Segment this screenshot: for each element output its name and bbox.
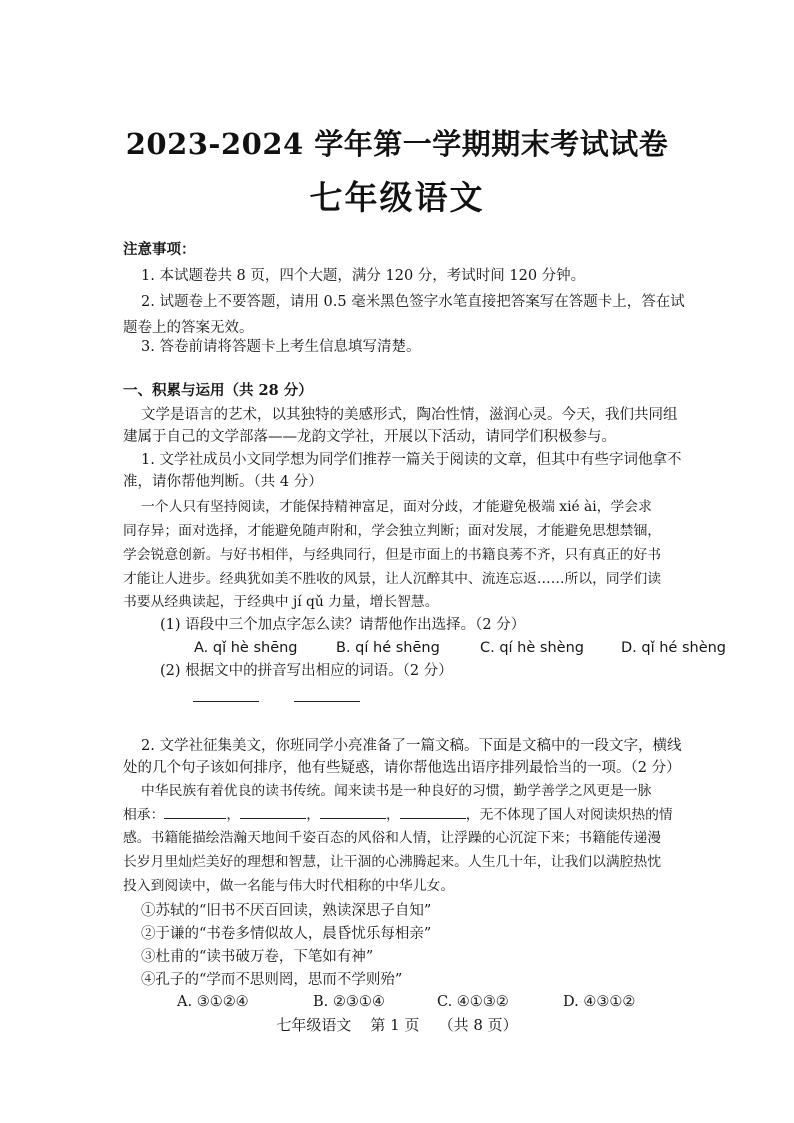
q2-passage-line-2: [123, 804, 673, 825]
q2-passage-line-3: 感。书籍能描绘浩瀚天地间千姿百态的风俗和人情，让浮躁的心沉淀下来；书籍能传递漫: [123, 830, 662, 846]
q1-stem-a: 1. 文学社成员小文同学想为同学们推荐一篇关于阅读的文章，但其中有些字词他拿不: [141, 452, 682, 468]
q2-option-d: D. ④③①②: [563, 994, 636, 1010]
q1-stem-b: 准，请你帮他判断。（共 4 分）: [123, 474, 323, 490]
q1-sub1-stem: (1) 语段中三个加点字怎么读？请帮他作出选择。（2 分）: [160, 617, 526, 633]
q2-stem-b: 处的几个句子该如何排序，他有些疑惑，请你帮他选出语序排列最恰当的一项。（2 分）: [123, 760, 681, 776]
notice-heading: 注意事项：: [123, 241, 196, 258]
q2-blank-3[interactable]: [320, 804, 386, 819]
q1-passage-line-5: 书要从经典读起，于经典中 jí qǔ 力量，增长智慧。: [123, 594, 439, 610]
q2-passage-line-5: 投入到阅读中，做一名能与伟大时代相称的中华儿女。: [123, 878, 455, 894]
q1-answer-blank-1[interactable]: [193, 701, 259, 702]
q2-passage-line-2-end: ，无不体现了国人对阅读炽热的情: [465, 807, 673, 823]
q2-passage-line-2-start: 相承：: [123, 807, 165, 823]
q2-item-2: ②于谦的“书卷多情似故人，晨昏忧乐每相亲”: [141, 926, 432, 942]
section-intro-b: 建属于自己的文学部落——龙韵文学社，开展以下活动，请同学们积极参与。: [123, 429, 616, 445]
q1-option-b: B. qí hé shēng: [336, 640, 440, 656]
q2-passage-line-4: 长岁月里灿烂美好的理想和智慧，让干涸的心沸腾起来。人生几十年，让我们以满腔热忱: [123, 854, 662, 870]
page-footer: [0, 1014, 794, 1035]
q2-comma-2: ，: [306, 807, 320, 823]
section-heading: 一、积累与运用（共 28 分）: [123, 382, 313, 399]
q1-option-d: D. qǐ hé shèng: [621, 640, 727, 656]
notice-item-1: 1. 本试题卷共 8 页，四个大题，满分 120 分，考试时间 120 分钟。: [141, 268, 586, 284]
q1-passage-line-3: 学会锐意创新。与好书相伴，与经典同行，但是市面上的书籍良莠不齐，只有真正的好书: [123, 547, 662, 563]
exam-title: 2023-2024 学年第一学期期末考试试卷: [125, 127, 669, 161]
section-intro-a: 文学是语言的艺术，以其独特的美感形式，陶冶性情，滋润心灵。今天，我们共同组: [141, 407, 678, 423]
notice-item-2a: 2. 试题卷上不要答题，请用 0.5 毫米黑色签字水笔直接把答案写在答题卡上，答在试: [141, 294, 685, 310]
q2-comma-3: ，: [385, 807, 400, 823]
q2-option-b: B. ②③①④: [313, 994, 385, 1010]
q2-blank-1[interactable]: [164, 804, 226, 819]
q2-item-4: ④孔子的“学而不思则罔，思而不学则殆”: [141, 972, 403, 988]
q2-stem-a: 2. 文学社征集美文，你班同学小亮准备了一篇文稿。下面是文稿中的一段文字，横线: [141, 738, 682, 754]
q1-passage-line-2: 同存异；面对选择，才能避免随声附和，学会独立判断；面对发展，才能避免思想禁锢，: [123, 523, 662, 539]
q1-passage-line-4: 才能让人进步。经典犹如美不胜收的风景，让人沉醉其中、流连忘返……所以，同学们读: [123, 571, 662, 587]
q1-option-a: A. qǐ hè shēng: [194, 640, 298, 656]
footer-total: （共 8 页）: [438, 1016, 518, 1034]
footer-page: 第 1 页: [370, 1016, 420, 1034]
q2-comma-1: ，: [226, 807, 241, 823]
q1-option-c: C. qí hè shèng: [480, 640, 584, 656]
q1-passage-line-1: 一个人只有坚持阅读，才能保持精神富足，面对分歧，才能避免极端 xié ài，学会求: [141, 499, 652, 515]
q2-blank-4[interactable]: [400, 804, 466, 819]
q2-item-1: ①苏轼的“旧书不厌百回读，熟读深思子自知”: [141, 903, 432, 919]
q2-passage-line-1: 中华民族有着优良的读书传统。闻来读书是一种良好的习惯，勤学善学之风更是一脉: [141, 783, 652, 799]
q2-blank-2[interactable]: [240, 804, 306, 819]
notice-item-2b: 题卷上的答案无效。: [123, 320, 254, 336]
q1-sub2-stem: (2) 根据文中的拼音写出相应的词语。（2 分）: [160, 663, 453, 679]
q2-option-c: C. ④①③②: [437, 994, 509, 1010]
q2-item-3: ③杜甫的“读书破万卷，下笔如有神”: [141, 949, 374, 965]
q2-option-a: A. ③①②④: [177, 994, 249, 1010]
exam-subtitle: 七年级语文: [309, 178, 485, 217]
q1-answer-blank-2[interactable]: [294, 701, 360, 702]
footer-subject: 七年级语文: [276, 1016, 352, 1034]
notice-item-3: 3. 答卷前请将答题卡上考生信息填写清楚。: [141, 339, 421, 355]
